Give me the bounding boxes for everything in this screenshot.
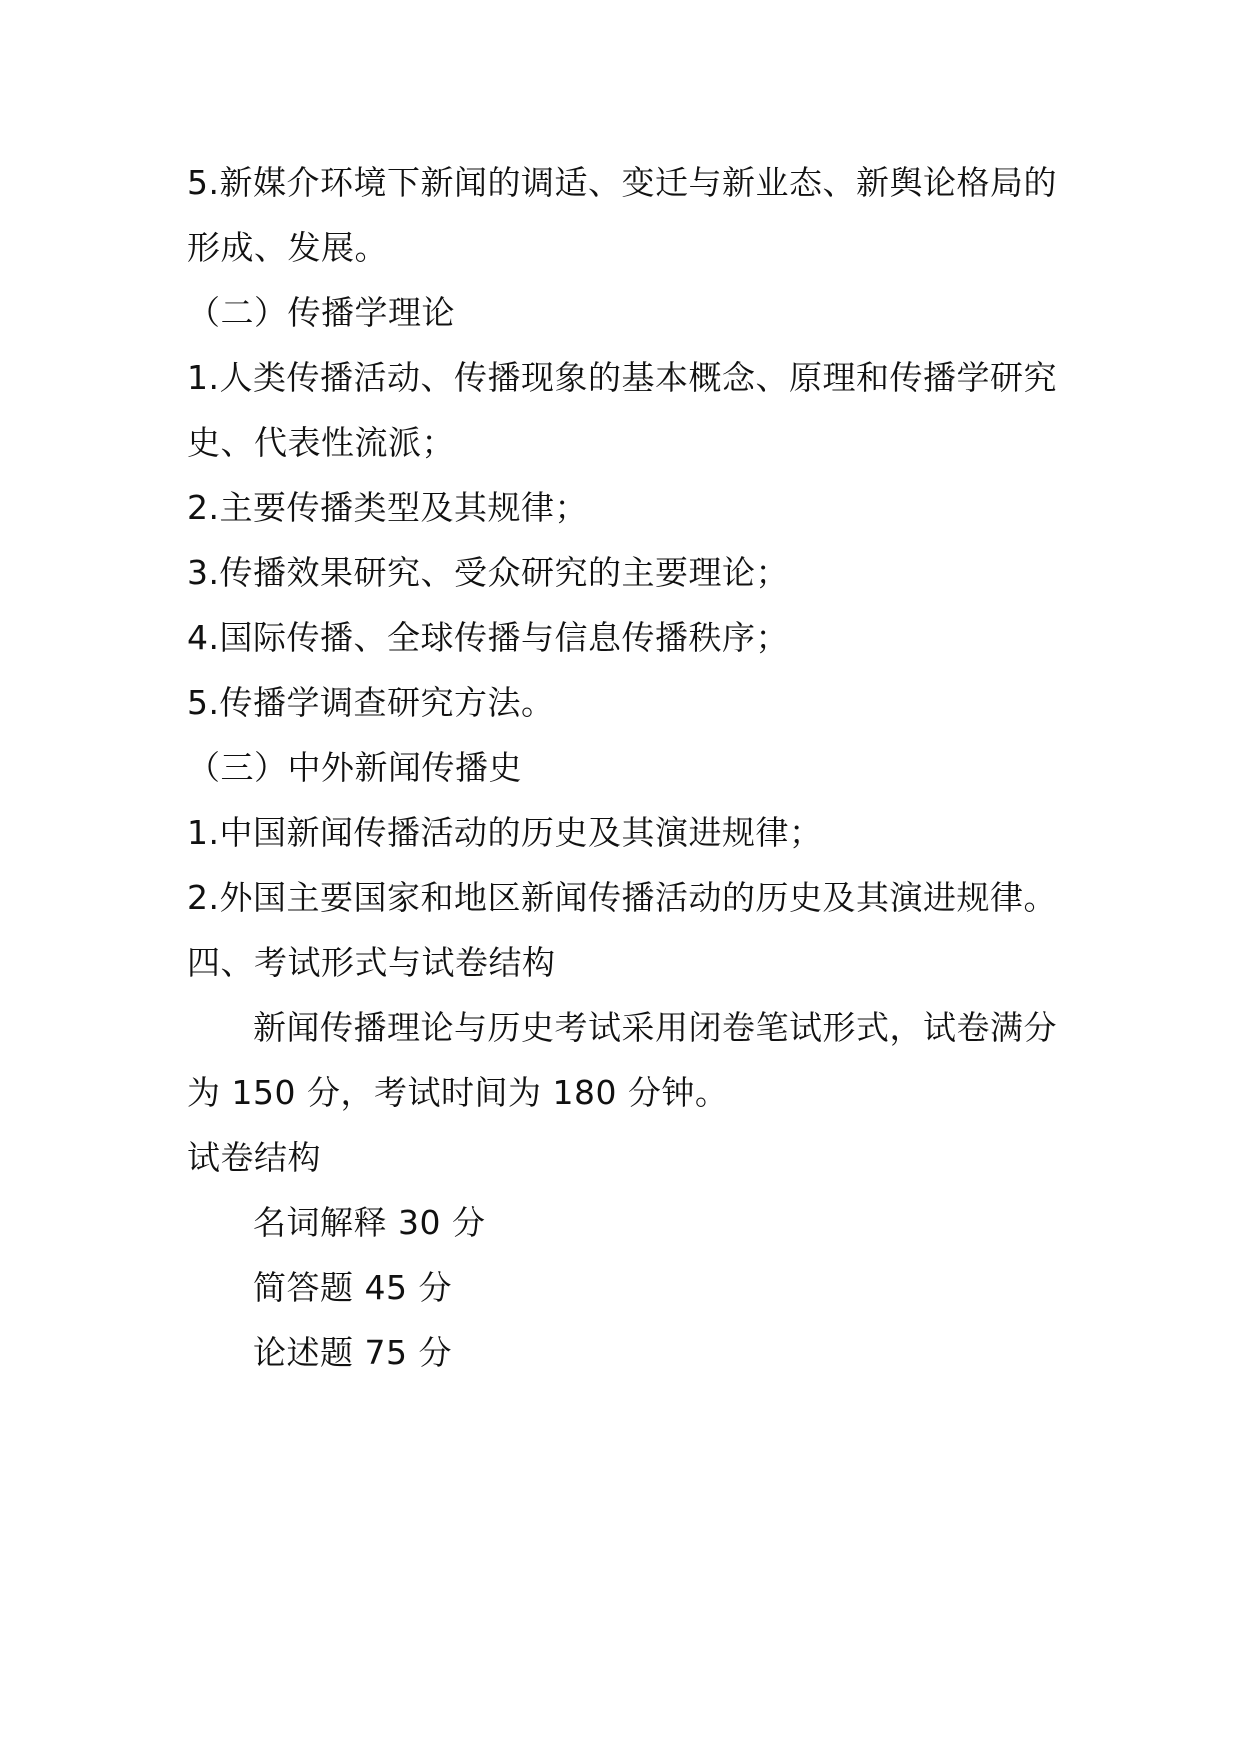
history-item-2: 2.外国主要国家和地区新闻传播活动的历史及其演进规律。 — [187, 878, 1057, 917]
list-item-1-line-1: 1.人类传播活动、传播现象的基本概念、原理和传播学研究 — [187, 358, 1057, 397]
list-item-1-line-2: 史、代表性流派； — [187, 423, 455, 462]
list-item-3: 3.传播效果研究、受众研究的主要理论； — [187, 553, 789, 592]
structure-item-short: 简答题 45 分 — [253, 1268, 452, 1307]
list-item-5: 5.传播学调查研究方法。 — [187, 683, 555, 722]
list-item-4: 4.国际传播、全球传播与信息传播秩序； — [187, 618, 789, 657]
list-item-2: 2.主要传播类型及其规律； — [187, 488, 588, 527]
structure-item-essay: 论述题 75 分 — [253, 1333, 452, 1372]
section-heading-2: （二）传播学理论 — [187, 293, 455, 332]
exam-format-line-2: 为 150 分，考试时间为 180 分钟。 — [187, 1073, 729, 1112]
paper-structure-heading: 试卷结构 — [187, 1138, 321, 1177]
document-page — [187, 150, 1067, 1385]
history-item-1: 1.中国新闻传播活动的历史及其演进规律； — [187, 813, 823, 852]
section-heading-3: （三）中外新闻传播史 — [187, 748, 522, 787]
section-heading-4: 四、考试形式与试卷结构 — [187, 943, 556, 982]
structure-item-terms: 名词解释 30 分 — [253, 1203, 486, 1242]
para-item-5-line-1: 5.新媒介环境下新闻的调适、变迁与新业态、新舆论格局的 — [187, 163, 1057, 202]
para-item-5-line-2: 形成、发展。 — [187, 228, 388, 267]
exam-format-line-1: 新闻传播理论与历史考试采用闭卷笔试形式，试卷满分 — [253, 1008, 1057, 1047]
